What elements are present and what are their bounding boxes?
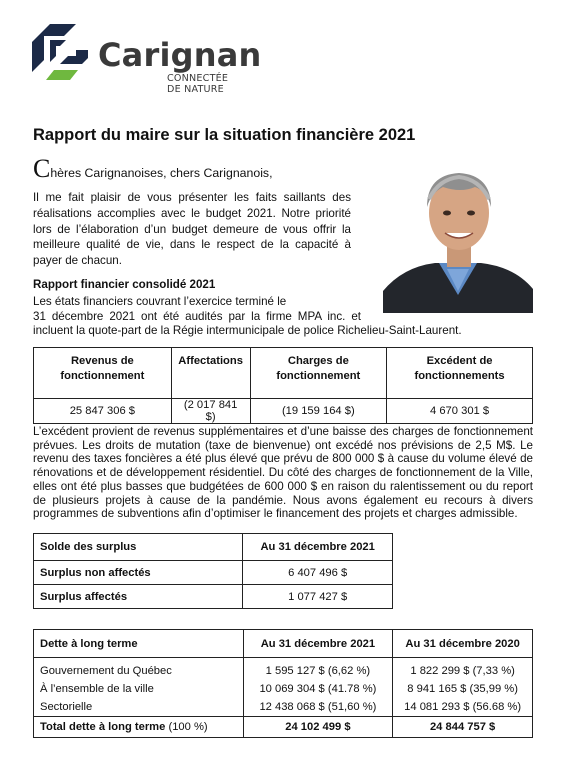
logo-tagline <box>167 73 228 95</box>
greeting <box>33 154 273 183</box>
surplus-table <box>33 533 393 609</box>
debt-table <box>33 629 533 738</box>
debt-row-2020: 14 081 293 $ (56.68 %) <box>393 698 533 717</box>
mayor-portrait <box>383 163 533 313</box>
debt-total-pct: (100 %) <box>168 721 208 733</box>
debt-row-2021: 12 438 068 $ (51,60 %) <box>243 698 393 717</box>
surplus-row-label: Surplus non affectés <box>34 561 243 585</box>
surplus-row-label: Surplus affectés <box>34 585 243 609</box>
surplus-row-value: 6 407 496 $ <box>243 561 393 585</box>
consolidated-heading: Rapport financier consolidé 2021 <box>33 278 216 291</box>
surplus-header-date: Au 31 décembre 2021 <box>243 534 393 561</box>
table-row <box>34 561 393 585</box>
debt-row-2021: 10 069 304 $ (41.78 %) <box>243 680 393 698</box>
debt-total-2021: 24 102 499 $ <box>243 717 393 738</box>
value-excedent: 4 670 301 $ <box>387 399 533 424</box>
value-affectations: (2 017 841 $) <box>171 399 250 424</box>
debt-row-2021: 1 595 127 $ (6,62 %) <box>243 658 393 681</box>
consolidated-line-1: Les états financiers couvrant l’exercice terminé le <box>33 295 287 308</box>
greeting-dropcap: C <box>33 154 51 183</box>
logo-tagline-line2: DE NATURE <box>167 84 224 95</box>
greeting-text: hères Carignanoises, chers Carignanois, <box>50 166 273 180</box>
debt-row-2020: 1 822 299 $ (7,33 %) <box>393 658 533 681</box>
debt-header-label: Dette à long terme <box>34 630 244 658</box>
debt-total-label-text: Total dette à long terme <box>40 721 166 733</box>
table-row <box>34 658 533 681</box>
consolidated-line-3: incluent la quote-part de la Régie intermunicipale de police Richelieu-Saint-Laurent. <box>33 324 462 337</box>
table-row <box>34 698 533 717</box>
consolidated-line-2: 31 décembre 2021 ont été audités par la firme MPA inc. et <box>33 309 361 323</box>
table-row <box>34 585 393 609</box>
debt-header-2021: Au 31 décembre 2021 <box>243 630 393 658</box>
logo-wordmark: Carignan <box>98 36 262 74</box>
debt-row-label: Sectorielle <box>34 698 244 717</box>
debt-row-2020: 8 941 165 $ (35,99 %) <box>393 680 533 698</box>
surplus-header-label: Solde des surplus <box>34 534 243 561</box>
surplus-row-value: 1 077 427 $ <box>243 585 393 609</box>
operations-value-row <box>34 399 533 424</box>
carignan-logo <box>30 18 270 95</box>
value-charges: (19 159 164 $) <box>250 399 387 424</box>
debt-header-2020: Au 31 décembre 2020 <box>393 630 533 658</box>
operations-table <box>33 347 533 424</box>
consolidated-paragraph <box>33 295 462 339</box>
debt-header-row <box>34 630 533 658</box>
header-revenus: Revenus de fonctionnement <box>34 348 172 399</box>
page-title: Rapport du maire sur la situation financière 2021 <box>33 126 416 144</box>
debt-row-label: À l’ensemble de la ville <box>34 680 244 698</box>
surplus-explanation-paragraph: L’excédent provient de revenus supplémentaires et d’une baisse des charges de fonctionnement prévues. Les droits de mutation (taxe de bienvenue) ont excédé nos prévisions de 2,5 M$. Le revenu des taxes foncières a été plus élevé que prévu de 800 000 $ à cause du volume élevé de rénovations et de développement résidentiel. Du côté des charges de fonctionnement de la Ville, elles ont été plus basses que budgétées de 600 000 $ en raison du ralentissement ou du report de plusieurs projets à cause de la pandémie. Nous avons également eu recours à divers programmes de subventions afin d’optimiser le financement des projets et charges admissible. <box>33 425 533 521</box>
debt-row-label: Gouvernement du Québec <box>34 658 244 681</box>
operations-header-row <box>34 348 533 399</box>
header-excedent: Excédent de fonctionnements <box>387 348 533 399</box>
intro-paragraph: Il me fait plaisir de vous présenter les faits saillants des réalisations accomplies avec le budget 2021. Notre priorité lors de l’élaboration d’un budget demeure de vous offrir la meilleure qualité de vie, dans le respect de la capacité à payer de chacun. <box>33 191 351 268</box>
table-row <box>34 680 533 698</box>
debt-total-row <box>34 717 533 738</box>
debt-total-label <box>34 717 244 738</box>
header-affectations: Affectations <box>171 348 250 399</box>
surplus-header-row <box>34 534 393 561</box>
header-charges: Charges de fonctionnement <box>250 348 387 399</box>
value-revenus: 25 847 306 $ <box>34 399 172 424</box>
carignan-emblem-icon <box>30 20 94 84</box>
logo-tagline-line1: CONNECTÉE <box>167 73 229 84</box>
debt-total-2020: 24 844 757 $ <box>393 717 533 738</box>
